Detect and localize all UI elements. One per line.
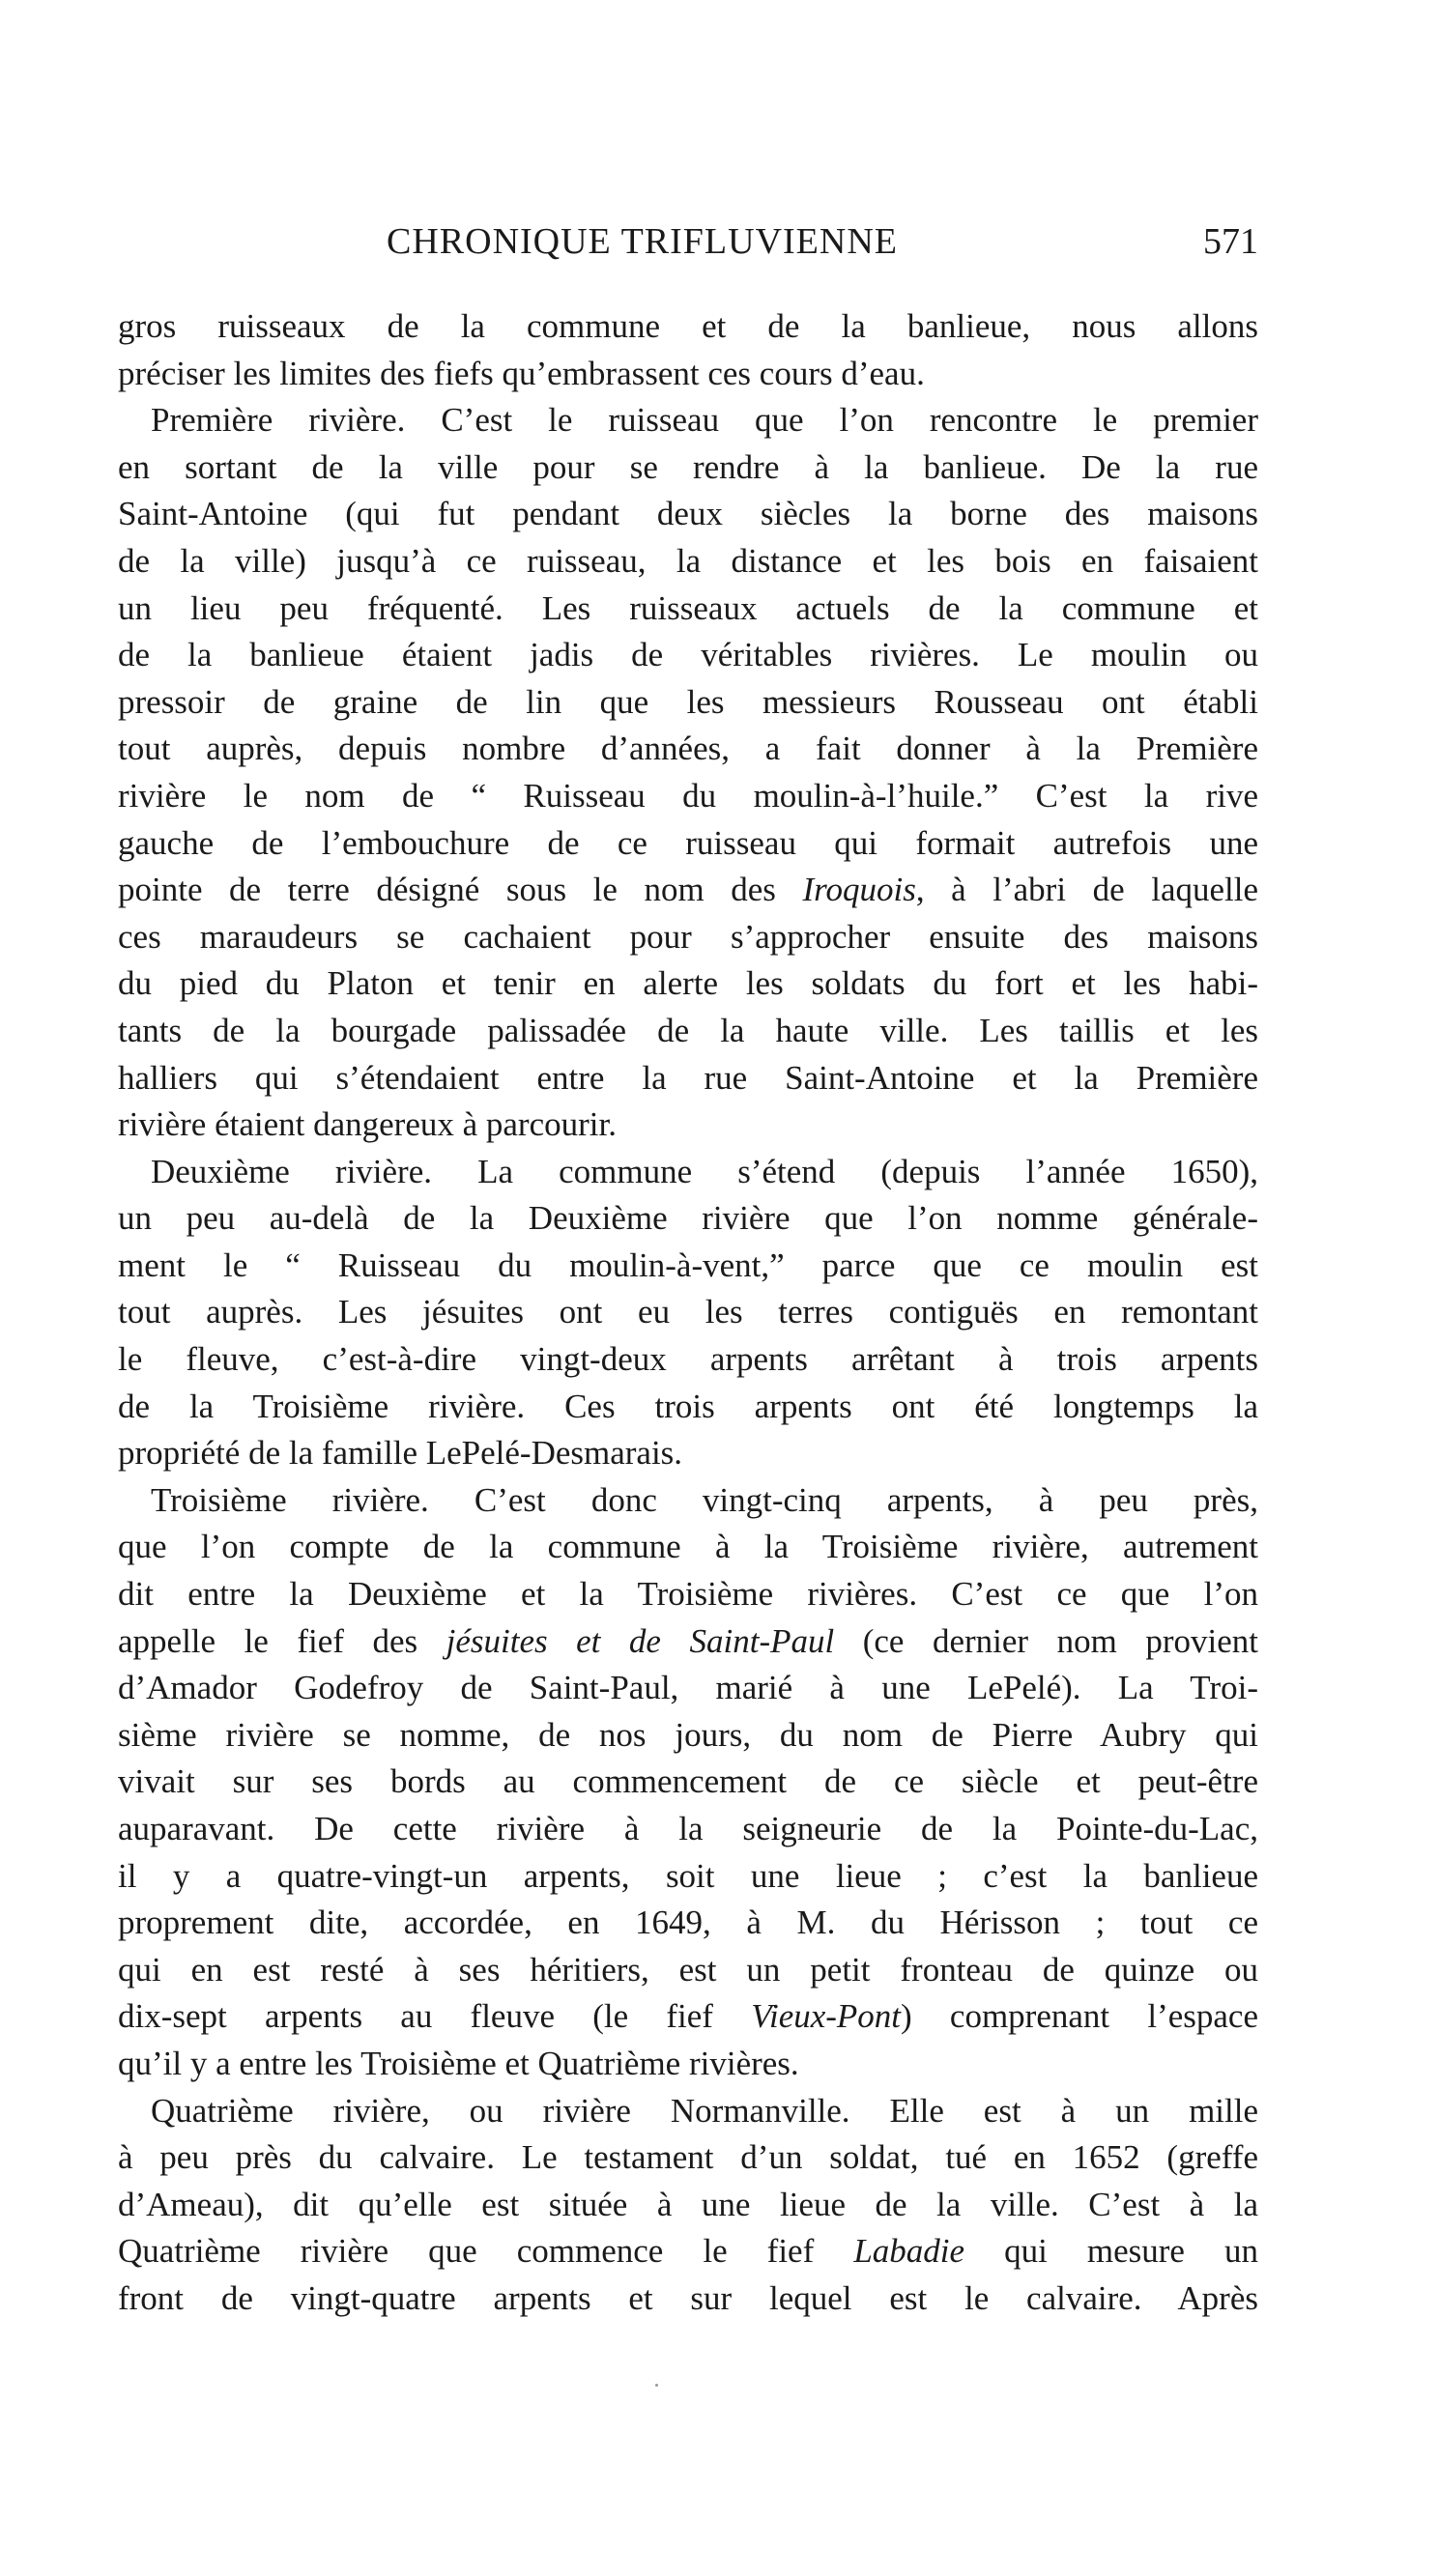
paragraph-first-line: Première rivière. C’est le ruisseau que l’on rencontre le premier: [151, 401, 1258, 440]
text-line: sième rivière se nomme, de nos jours, du nom de Pierre Aubry qui: [118, 1715, 1258, 1754]
paragraph-first-line: Troisième rivière. C’est donc vingt-cinq arpents, à peu près,: [151, 1480, 1258, 1519]
text-run: ) comprenant l’espace: [901, 1997, 1258, 2036]
running-head: [118, 220, 1258, 269]
text-line: en sortant de la ville pour se rendre à la banlieue. De la rue: [118, 447, 1258, 486]
text-line: un peu au-delà de la Deuxième rivière que l’on nomme générale-: [118, 1199, 1258, 1238]
text-line: de la banlieue étaient jadis de véritables rivières. Le moulin ou: [118, 636, 1258, 674]
text-run: dix-sept arpents au fleuve (le fief: [118, 1997, 752, 2036]
text-line: auparavant. De cette rivière à la seigneurie de la Pointe-du-Lac,: [118, 1810, 1258, 1847]
text-line: il y a quatre-vingt-un arpents, soit une lieue ; c’est la banlieue: [118, 1856, 1258, 1895]
italic-term: Vieux-Pont: [751, 1997, 902, 2036]
body-text: [118, 303, 1258, 2323]
text-line: gauche de l’embouchure de ce ruisseau qui formait autrefois une: [118, 823, 1258, 862]
text-run: , à l’abri de laquelle: [915, 871, 1259, 909]
text-line: ment le “ Ruisseau du moulin-à-vent,” parce que ce moulin est: [118, 1245, 1258, 1284]
text-run: appelle le fief des: [118, 1621, 446, 1660]
text-line: gros ruisseaux de la commune et de la banlieue, nous allons: [118, 307, 1258, 345]
text-line: de la Troisième rivière. Ces trois arpents ont été longtemps la: [118, 1387, 1258, 1425]
running-title: CHRONIQUE TRIFLUVIENNE: [387, 221, 898, 262]
text-line: pressoir de graine de lin que les messieurs Rousseau ont établi: [118, 682, 1258, 721]
text-line: halliers qui s’étendaient entre la rue Saint-Antoine et la Première: [118, 1058, 1258, 1097]
text-run: pointe de terre désigné sous le nom des: [118, 871, 803, 909]
text-line: front de vingt-quatre arpents et sur lequel est le calvaire. Après: [118, 2278, 1258, 2317]
text-line: [118, 867, 1258, 914]
text-run: qui mesure un: [964, 2232, 1258, 2271]
text-line: tout auprès, depuis nombre d’années, a fait donner à la Première: [118, 730, 1258, 768]
text-line: d’Amador Godefroy de Saint-Paul, marié à une LePelé). La Troi-: [118, 1669, 1258, 1707]
text-line: d’Ameau), dit qu’elle est située à une lieue de la ville. C’est à la: [118, 2185, 1258, 2223]
text-line: du pied du Platon et tenir en alerte les soldats du fort et les habi-: [118, 964, 1258, 1003]
text-line: vivait sur ses bords au commencement de ce siècle et peut-être: [118, 1762, 1258, 1801]
text-line: [118, 1618, 1258, 1666]
text-line: Saint-Antoine (qui fut pendant deux siècles la borne des maisons: [118, 495, 1258, 533]
text-run: Quatrième rivière que commence le fief: [118, 2232, 854, 2271]
page-number: 571: [1203, 221, 1258, 262]
text-run: (ce dernier nom provient: [834, 1621, 1258, 1660]
paragraph-first-line: Quatrième rivière, ou rivière Normanville. Elle est à un mille: [151, 2091, 1258, 2130]
text-line: rivière le nom de “ Ruisseau du moulin-à-l’huile.” C’est la rive: [118, 776, 1258, 815]
text-line: [118, 2228, 1258, 2275]
text-line: de la ville) jusqu’à ce ruisseau, la distance et les bois en faisaient: [118, 541, 1258, 580]
paper-speck: [655, 2384, 658, 2387]
text-line: [118, 1993, 1258, 2041]
text-line: qu’il y a entre les Troisième et Quatrième rivières.: [118, 2044, 799, 2082]
text-line: proprement dite, accordée, en 1649, à M. du Hérisson ; tout ce: [118, 1903, 1258, 1942]
text-line: que l’on compte de la commune à la Troisième rivière, autrement: [118, 1528, 1258, 1566]
italic-term: Labadie: [853, 2232, 965, 2271]
text-line: dit entre la Deuxième et la Troisième rivières. C’est ce que l’on: [118, 1575, 1258, 1614]
text-line: à peu près du calvaire. Le testament d’un soldat, tué en 1652 (greffe: [118, 2138, 1258, 2177]
text-line: qui en est resté à ses héritiers, est un petit fronteau de quinze ou: [118, 1950, 1258, 1989]
italic-term: jésuites et de Saint-Paul: [446, 1621, 835, 1660]
text-line: un lieu peu fréquenté. Les ruisseaux actuels de la commune et: [118, 588, 1258, 627]
text-line: préciser les limites des fiefs qu’embrassent ces cours d’eau.: [118, 354, 925, 392]
text-line: tants de la bourgade palissadée de la haute ville. Les taillis et les: [118, 1011, 1258, 1049]
text-line: le fleuve, c’est-à-dire vingt-deux arpents arrêtant à trois arpents: [118, 1340, 1258, 1379]
text-line: tout auprès. Les jésuites ont eu les terres contiguës en remontant: [118, 1293, 1258, 1331]
paragraph-first-line: Deuxième rivière. La commune s’étend (depuis l’année 1650),: [151, 1152, 1258, 1190]
text-line: ces maraudeurs se cachaient pour s’approcher ensuite des maisons: [118, 917, 1258, 956]
text-line: propriété de la famille LePelé-Desmarais.: [118, 1434, 683, 1473]
text-line: rivière étaient dangereux à parcourir.: [118, 1105, 617, 1144]
italic-term: Iroquois: [802, 871, 916, 909]
